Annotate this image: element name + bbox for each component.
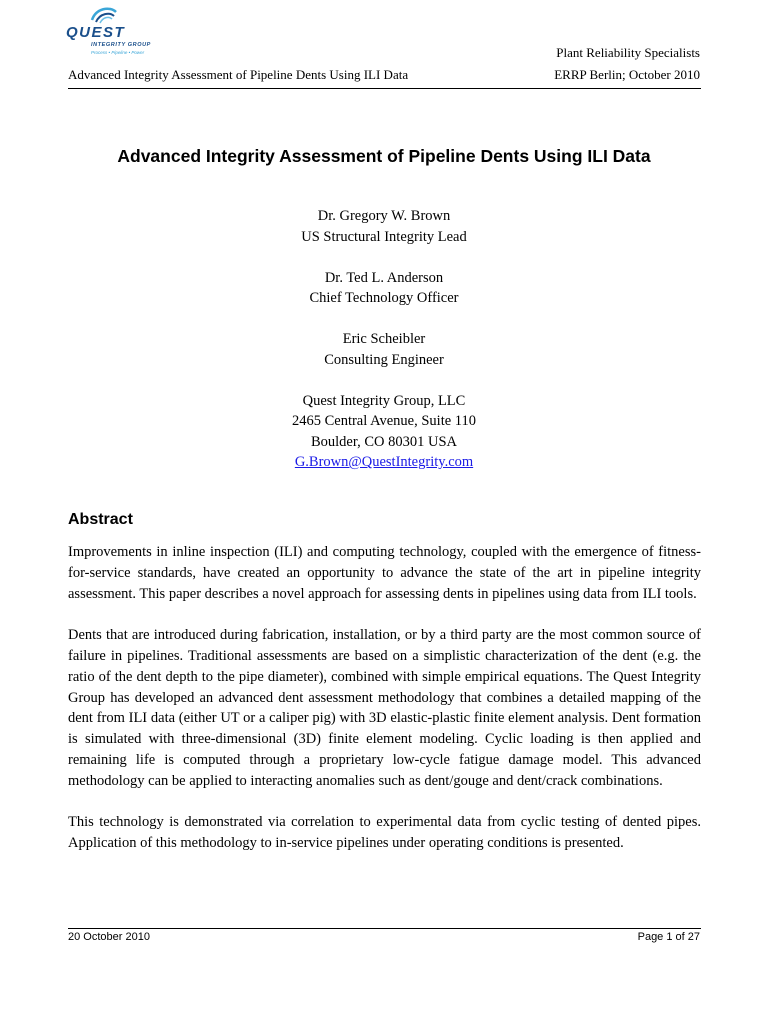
- author-role: Consulting Engineer: [324, 351, 444, 368]
- affiliation-address: 2465 Central Avenue, Suite 110: [291, 413, 477, 429]
- author-role: US Structural Integrity Lead: [301, 228, 467, 245]
- abstract-body: [68, 542, 701, 875]
- footer-date: 20 October 2010: [68, 931, 150, 943]
- logo-swoosh-icon: [66, 4, 196, 58]
- header-conference: ERRP Berlin; October 2010: [554, 67, 700, 82]
- logo-name: QUEST: [66, 24, 126, 41]
- abstract-paragraph: Improvements in inline inspection (ILI) and computing technology, coupled with the emergence of fitness-for-service standards, have created an opportunity to advance the state of the art in pipeline integrity assessment. This paper describes a novel approach for assessing dents in pipelines using data from ILI tools.: [68, 544, 701, 602]
- affiliation-city: Boulder, CO 80301 USA: [310, 433, 458, 450]
- paper-title: Advanced Integrity Assessment of Pipeline Dents Using ILI Data: [117, 146, 651, 166]
- author-name: Eric Scheibler: [342, 331, 426, 347]
- footer-page-number: Page 1 of 27: [637, 931, 700, 943]
- abstract-paragraph: This technology is demonstrated via correlation to experimental data from cyclic testing of dented pipes. Application of this methodology to in-service pipelines under operating conditions is presented.: [68, 814, 701, 852]
- header-tagline: Plant Reliability Specialists: [556, 45, 700, 60]
- abstract-heading: Abstract: [68, 511, 133, 528]
- author-name: Dr. Gregory W. Brown: [317, 208, 451, 224]
- affiliation-company: Quest Integrity Group, LLC: [302, 392, 466, 409]
- logo-subname: INTEGRITY GROUP: [91, 42, 151, 48]
- abstract-paragraph: Dents that are introduced during fabrication, installation, or by a third party are the most common source of failure in pipelines. Traditional assessments are based on a simplistic characterization of the dent (e.g. the ratio of the dent depth to the pipe diameter), combined with simple empirical equations. The Quest Integrity Group has developed an advanced dent assessment methodology that combines a detailed mapping of the dent from ILI data (either UT or a caliper pig) with 3D elastic-plastic finite element analysis. Dent formation is simulated with three-dimensional (3D) finite element modeling. Cyclic loading is then applied and remaining life is computed through a proprietary low-cycle fatigue damage model. This advanced methodology can be applied to interacting anomalies such as dent/gouge and dent/crack combinations.: [68, 627, 701, 789]
- logo-tagline: Process • Pipeline • Power: [91, 50, 145, 55]
- author-block: [0, 206, 768, 473]
- header-paper-title: Advanced Integrity Assessment of Pipeline Dents Using ILI Data: [68, 67, 409, 82]
- author-name: Dr. Ted L. Anderson: [324, 269, 444, 286]
- author-role: Chief Technology Officer: [309, 290, 459, 306]
- quest-integrity-logo: [66, 4, 196, 58]
- footer-divider: [68, 928, 701, 929]
- author-email-link[interactable]: G.Brown@QuestIntegrity.com: [294, 454, 474, 470]
- header-divider: [68, 88, 701, 89]
